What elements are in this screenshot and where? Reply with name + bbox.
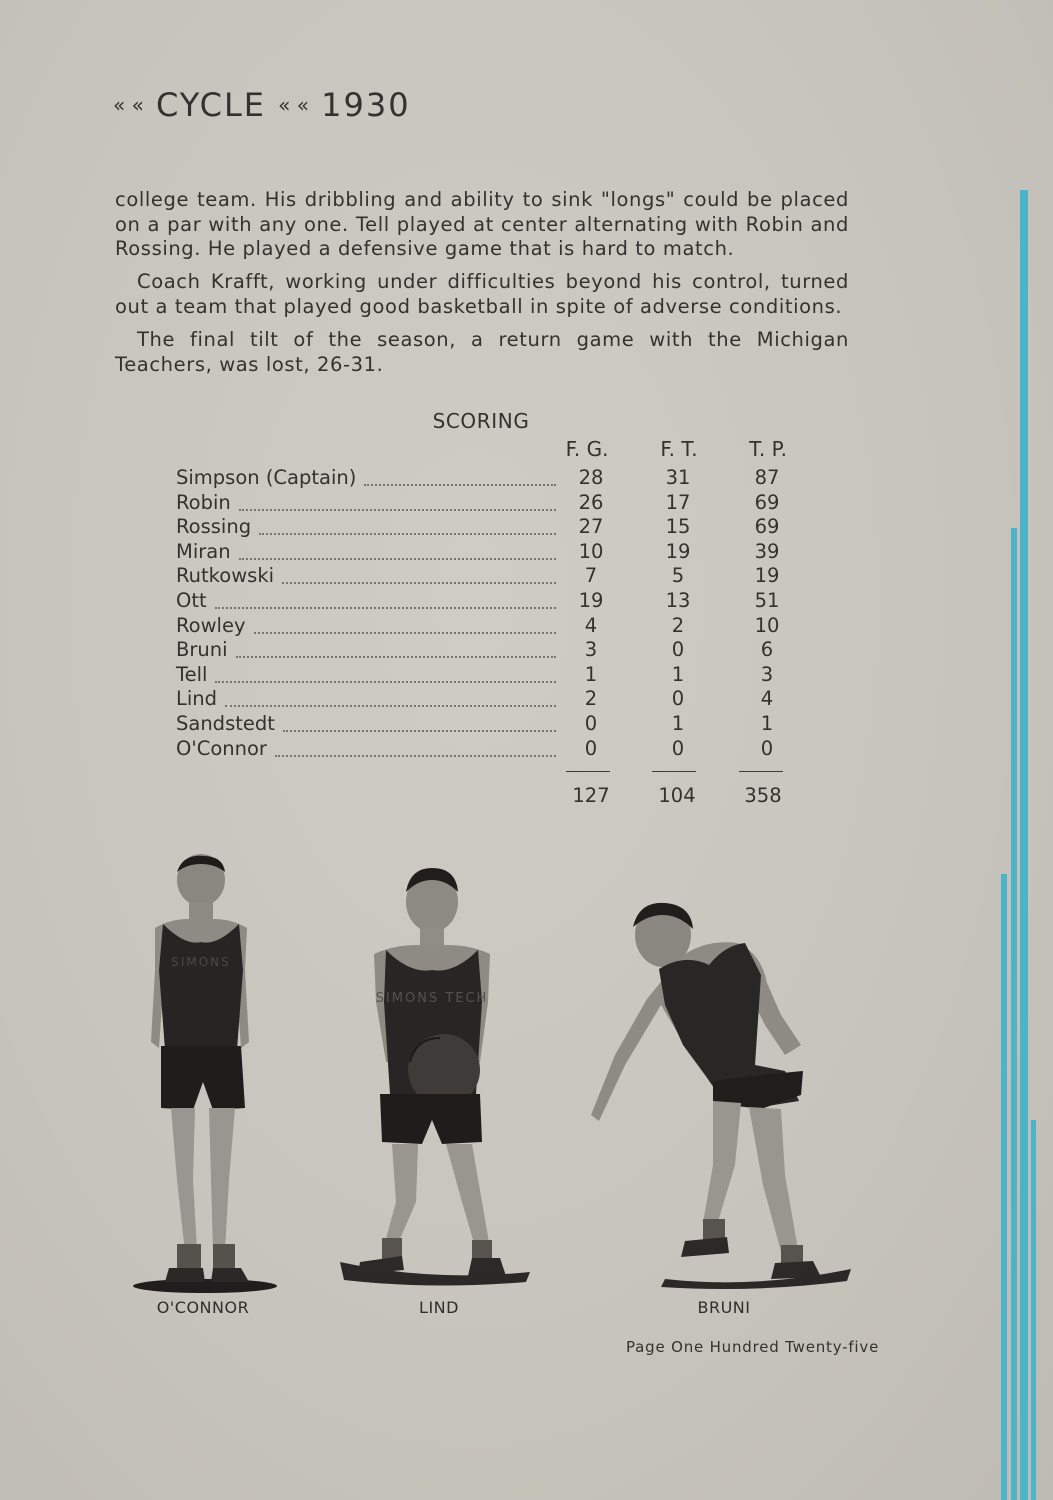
player-name: Sandstedt	[176, 712, 275, 735]
leader-dots	[215, 679, 556, 683]
player-name: O'Connor	[176, 736, 267, 760]
player-name: Bruni	[176, 638, 228, 662]
leader-dots	[236, 654, 556, 658]
page-number-label: Page One Hundred Twenty-five	[626, 1338, 880, 1356]
leader-dots	[215, 605, 556, 609]
cell-ft: 17	[665, 490, 691, 514]
column-header-fg: F. G.	[565, 437, 609, 461]
cell-tp: 69	[754, 490, 780, 514]
table-row	[176, 737, 796, 762]
cell-tp: 3	[760, 662, 774, 686]
table-row	[176, 515, 796, 540]
photo-oconnor	[125, 850, 285, 1300]
cell-tp: 19	[754, 564, 780, 588]
running-header	[113, 86, 411, 124]
leader-dots	[239, 556, 556, 560]
cell-ft: 13	[665, 589, 691, 612]
total-rule-fg	[566, 771, 610, 772]
cell-fg: 3	[584, 638, 598, 662]
table-row	[176, 638, 796, 663]
player-name: Lind	[176, 687, 218, 711]
header-year: 1930	[321, 86, 411, 124]
cell-fg: 2	[584, 687, 598, 711]
table-row	[176, 712, 796, 737]
decorative-stripe-3	[1001, 874, 1007, 1500]
leader-dots	[275, 753, 556, 757]
cell-fg: 1	[584, 662, 598, 686]
caption-lind: LIND	[419, 1298, 459, 1317]
cell-ft: 0	[671, 638, 685, 662]
cell-ft: 5	[671, 564, 685, 588]
player-name: Rossing	[176, 515, 252, 539]
cell-tp: 87	[754, 466, 780, 489]
leader-dots	[254, 630, 556, 634]
leader-dots	[283, 728, 556, 732]
decorative-stripe-2	[1011, 528, 1017, 1500]
cell-ft: 0	[671, 687, 685, 711]
total-rule-tp	[739, 771, 783, 772]
cell-fg: 27	[578, 515, 604, 539]
table-row	[176, 540, 796, 565]
cell-ft: 1	[671, 662, 685, 686]
cell-tp: 1	[760, 712, 774, 735]
decorative-stripe-1	[1020, 190, 1028, 1500]
cell-ft: 31	[665, 466, 691, 489]
caption-oconnor: O'CONNOR	[156, 1298, 250, 1317]
cell-tp: 39	[754, 539, 780, 563]
table-row	[176, 614, 796, 639]
cell-fg: 0	[584, 736, 598, 760]
cell-fg: 10	[578, 539, 604, 563]
player-name: Robin	[176, 490, 231, 514]
cell-fg: 19	[578, 589, 604, 612]
caption-bruni: BRUNI	[697, 1298, 751, 1317]
column-header-tp: T. P.	[749, 437, 787, 461]
scoring-title: SCORING	[432, 409, 530, 433]
cell-tp: 4	[760, 687, 774, 711]
player-name: Tell	[176, 662, 208, 686]
player-name: Ott	[176, 589, 207, 612]
leader-dots	[364, 482, 556, 486]
cell-ft: 0	[671, 736, 685, 760]
decorative-stripe-4	[1031, 1120, 1036, 1500]
cell-tp: 69	[754, 515, 780, 539]
total-tp: 358	[744, 784, 782, 807]
table-row	[176, 491, 796, 516]
leader-dots	[282, 580, 556, 584]
player-name: Rutkowski	[176, 564, 275, 588]
cell-fg: 26	[578, 490, 604, 514]
table-row	[176, 589, 796, 614]
cell-ft: 2	[671, 613, 685, 637]
cell-fg: 28	[578, 466, 604, 489]
paragraph-3: The final tilt of the season, a return game with the Michigan Teachers, was lost, 26-31.	[115, 328, 849, 376]
player-name: Rowley	[176, 613, 246, 637]
player-name: Simpson (Captain)	[176, 466, 357, 489]
header-quote-marks-left: « «	[113, 93, 144, 117]
cell-ft: 19	[665, 539, 691, 563]
cell-tp: 0	[760, 736, 774, 760]
table-row	[176, 663, 796, 688]
total-ft: 104	[658, 784, 696, 807]
cell-fg: 7	[584, 564, 598, 588]
paragraph-2: Coach Krafft, working under difficulties beyond his control, turned out a team that played good basketball in spite of adverse conditions.	[115, 270, 849, 318]
table-row	[176, 466, 796, 491]
cell-fg: 0	[584, 712, 598, 735]
cell-tp: 51	[754, 589, 780, 612]
cell-tp: 10	[754, 613, 780, 637]
leader-dots	[225, 703, 556, 707]
total-fg: 127	[572, 784, 610, 807]
cell-ft: 1	[671, 712, 685, 735]
cell-fg: 4	[584, 613, 598, 637]
cell-ft: 15	[665, 515, 691, 539]
lind-jersey-text: SIMONS TECH	[375, 991, 489, 1006]
table-row	[176, 564, 796, 589]
player-name: Miran	[176, 539, 231, 563]
oconnor-jersey-text: SIMONS	[171, 955, 231, 969]
leader-dots	[259, 531, 556, 535]
total-rule-ft	[652, 771, 696, 772]
cell-tp: 6	[760, 638, 774, 662]
photo-lind	[330, 862, 550, 1292]
column-header-ft: F. T.	[660, 437, 698, 461]
header-quote-marks-mid: « «	[278, 93, 309, 117]
table-row	[176, 687, 796, 712]
photo-bruni	[585, 895, 855, 1295]
header-title: CYCLE	[156, 86, 266, 124]
leader-dots	[239, 507, 556, 511]
paragraph-1: college team. His dribbling and ability to sink "longs" could be placed on a par with any one. Tell played at center alternating with Robin and Rossing. He played a defensive game that is hard to match.	[115, 188, 849, 260]
